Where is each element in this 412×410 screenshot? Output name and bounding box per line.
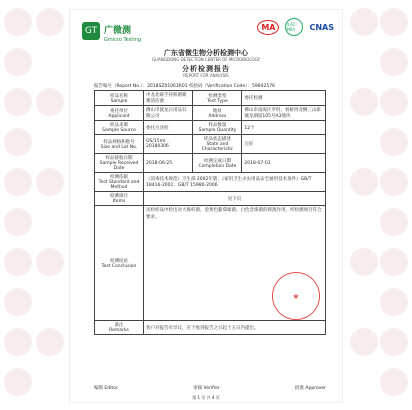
table-label: 检测完成日期 Completion Date [193, 154, 242, 173]
signature-row [94, 385, 326, 391]
report-title-cn: 分析检测报告 [182, 65, 230, 73]
center-title-cn: 广东省微生物分析检测中心 [164, 49, 248, 57]
logo-mark-icon: GT [82, 22, 100, 40]
brand-name: 广微测 [104, 26, 132, 36]
table-value: 见下页 [144, 192, 326, 206]
verifier-signature: 审核 Verifier [193, 386, 220, 391]
table-value: 委托方送检 [144, 121, 193, 135]
brand-subtitle: Gmicro Testing [104, 37, 142, 43]
table-value: 佛山市敦龙日用品有限公司 [144, 106, 193, 121]
report-sheet [70, 10, 342, 402]
table-value: 中龙北联手持抑菌喷雾清洁液 [144, 91, 193, 106]
table-label: 地址 Address [193, 106, 242, 121]
table-value: 2018-07-03 [242, 154, 326, 173]
table-label: 样品接收日期 Sample Received Date [95, 154, 144, 173]
table-row [95, 154, 326, 173]
table-label: 检测依据 Test Standard and Method [95, 173, 144, 192]
report-number: 报告编号（Report No.）：2018SZ01063R01 校验码（Verification Code）：59842576 [94, 84, 275, 89]
center-title-en: GUANGDONG DETECTION CENTER OF MICROBIOLOGY [152, 57, 260, 62]
conclusion-label: 检测结论 Test Conclusion [95, 206, 144, 321]
table-label: 委托单位 Applicant [95, 106, 144, 121]
ma-certification-icon: MA [257, 20, 279, 35]
table-row [95, 192, 326, 206]
table-value: OS/15ml 20180306 [144, 135, 193, 154]
company-logo [82, 18, 141, 43]
table-value: 委托检测 [242, 91, 326, 106]
table-row [95, 135, 326, 154]
table-label: 样品来源 Sample Source [95, 121, 144, 135]
approver-signature: 批准 Approver [294, 386, 326, 391]
conclusion-text: 送检样品中检出对大肠杆菌、金黄色葡萄球菌、白色念珠菌的抑菌作用，所检测项目符合要求。 [144, 206, 326, 321]
certification-marks [257, 18, 334, 36]
table-row [95, 321, 326, 335]
report-header [70, 16, 342, 42]
table-row [95, 106, 326, 121]
table-label: 样品规格和批号 Size and Lot No. [95, 135, 144, 154]
editor-signature: 编制 Editor [94, 386, 118, 391]
report-title-en: REPORT FOR ANALYSIS [183, 73, 229, 78]
remarks-text: 客户对报告有异议，应于收到报告之日起十五日内提出。 [144, 321, 326, 335]
table-label: 样品数量 Sample Quantity [193, 121, 242, 135]
table-row [95, 91, 326, 106]
cnas-certification-icon: CNAS [309, 22, 334, 32]
ilac-certification-icon: ILAC-MRA [285, 18, 303, 36]
table-value: 佛山市南海区罗村、看桥西北侧三山新城龙湖道105号A3地块 [242, 106, 326, 121]
table-value: 12个 [242, 121, 326, 135]
remarks-label: 备注 Remarks [95, 321, 144, 335]
table-label: 检测类型 Test Type [193, 91, 242, 106]
table-value: 《消毒技术规范》卫生部 2002年版；《家用卫生杀虫用品安全通用技术条件》GB/T 18416-2001；GB/T 15980-2006 [144, 173, 326, 192]
table-label: 样品名称 Sample [95, 91, 144, 106]
table-label: 检测项目 Items [95, 192, 144, 206]
official-seal-icon: ★ [272, 272, 320, 320]
table-value: 完好 [242, 135, 326, 154]
table-label: 样品状态描述 State and Characteristic [193, 135, 242, 154]
page-number: 第 1 页 共 4 页 [192, 395, 220, 400]
table-value: 2018-06-25 [144, 154, 193, 173]
table-row [95, 173, 326, 192]
table-row [95, 121, 326, 135]
